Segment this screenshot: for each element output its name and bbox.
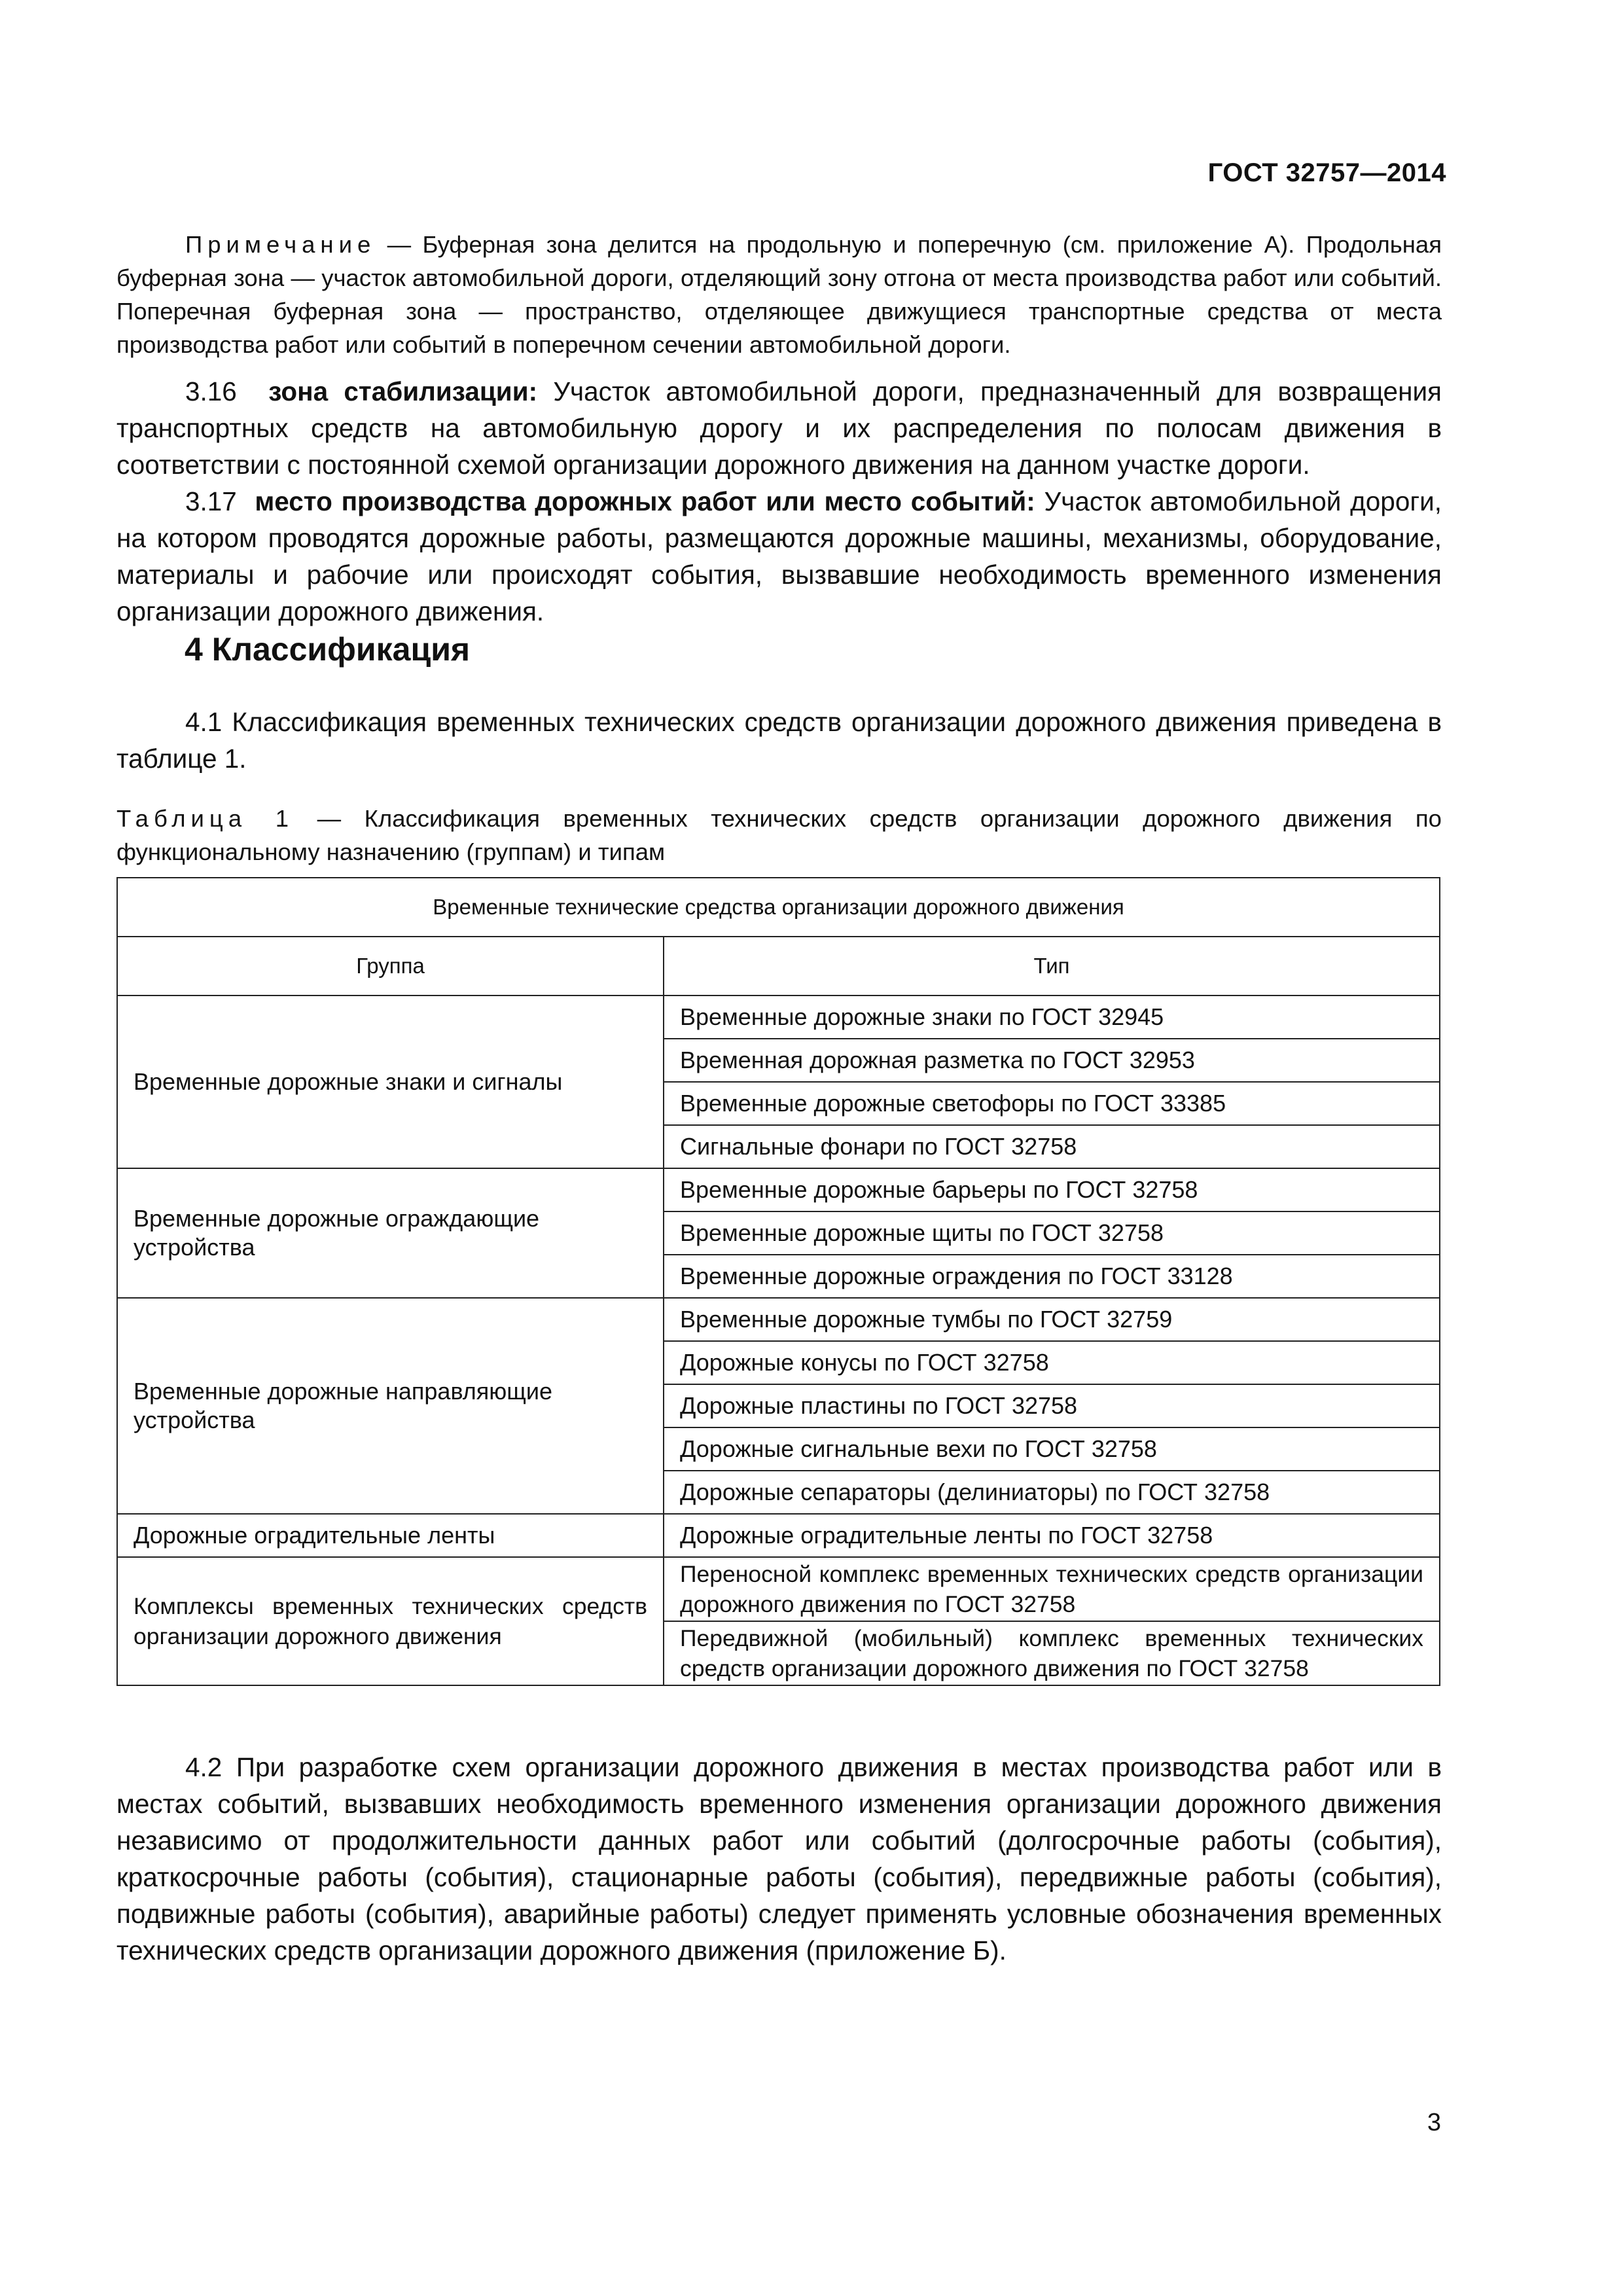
group-cell: Комплексы временных технических средств организации дорожного движения <box>117 1557 664 1685</box>
definition-text: Участок автомобильной дороги, предназначенный для возвращения транспортных средств на автомобильную дорогу и их распределения по полосам движения в соответствии с постоянной схемой организации дорожного движения на данном участке дороги. <box>116 376 1442 480</box>
type-cell: Дорожные сигнальные вехи по ГОСТ 32758 <box>664 1427 1440 1471</box>
type-cell: Передвижной (мобильный) комплекс временных технических средств организации дорожного движения по ГОСТ 32758 <box>664 1621 1440 1685</box>
type-cell: Переносной комплекс временных технических средств организации дорожного движения по ГОСТ 32758 <box>664 1557 1440 1621</box>
table-header-row <box>117 878 1440 937</box>
table-row <box>117 1298 1440 1341</box>
note-block <box>116 228 1442 361</box>
table-caption <box>116 802 1442 869</box>
type-cell: Дорожные сепараторы (делиниаторы) по ГОСТ 32758 <box>664 1471 1440 1514</box>
table-row <box>117 1514 1440 1557</box>
definition-number: 3.16 <box>185 376 237 406</box>
document-header-code: ГОСТ 32757—2014 <box>1207 158 1446 187</box>
type-cell: Дорожные оградительные ленты по ГОСТ 32758 <box>664 1514 1440 1557</box>
table-row <box>117 1557 1440 1621</box>
type-cell: Сигнальные фонари по ГОСТ 32758 <box>664 1125 1440 1168</box>
group-cell: Дорожные оградительные ленты <box>117 1514 664 1557</box>
table-header-row <box>117 937 1440 996</box>
type-cell: Временные дорожные щиты по ГОСТ 32758 <box>664 1211 1440 1255</box>
column-header-group: Группа <box>117 937 664 996</box>
type-cell: Временная дорожная разметка по ГОСТ 32953 <box>664 1039 1440 1082</box>
group-cell: Временные дорожные ограждающие устройства <box>117 1168 664 1298</box>
section-heading: 4 Классификация <box>185 631 471 668</box>
table-header-main: Временные технические средства организации дорожного движения <box>117 878 1440 937</box>
paragraph-4-2-block <box>116 1749 1442 1969</box>
type-cell: Временные дорожные ограждения по ГОСТ 33128 <box>664 1255 1440 1298</box>
table-row <box>117 996 1440 1039</box>
paragraph-4-1: 4.1 Классификация временных технических средств организации дорожного движения приведена в таблице 1. <box>116 707 1442 774</box>
classification-table <box>116 877 1440 1686</box>
note-text: — Буферная зона делится на продольную и поперечную (см. приложение А). Продольная буферная зона — участок автомобильной дороги, отделяющий зону отгона от места производства работ или событий. Поперечная буферная зона — пространство, отделяющее движущиеся транспортные средства от места производства работ или событий в поперечном сечении автомобильной дороги. <box>116 231 1442 358</box>
type-cell: Временные дорожные знаки по ГОСТ 32945 <box>664 996 1440 1039</box>
note-label: Примечание <box>185 231 376 258</box>
note-paragraph <box>116 228 1442 361</box>
definition-number: 3.17 <box>185 486 237 516</box>
group-cell: Временные дорожные направляющие устройства <box>117 1298 664 1514</box>
type-cell: Дорожные пластины по ГОСТ 32758 <box>664 1384 1440 1427</box>
definition-term: место производства дорожных работ или место событий: <box>255 486 1035 516</box>
type-cell: Дорожные конусы по ГОСТ 32758 <box>664 1341 1440 1384</box>
table-caption-paragraph <box>116 802 1442 869</box>
definition-3-16 <box>116 373 1442 483</box>
type-cell: Временные дорожные барьеры по ГОСТ 32758 <box>664 1168 1440 1211</box>
group-cell: Временные дорожные знаки и сигналы <box>117 996 664 1168</box>
table-caption-text: — Классификация временных технических средств организации дорожного движения по функциональному назначению (группам) и типам <box>116 805 1442 865</box>
definition-3-17 <box>116 483 1442 630</box>
page-number: 3 <box>1427 2109 1441 2136</box>
type-cell: Временные дорожные светофоры по ГОСТ 33385 <box>664 1082 1440 1125</box>
column-header-type: Тип <box>664 937 1440 996</box>
definition-text: Участок автомобильной дороги, на котором проводятся дорожные работы, размещаются дорожные машины, механизмы, оборудование, материалы и рабочие или происходят события, вызвавшие необходимость временного изменения организации дорожного движения. <box>116 486 1442 626</box>
table-caption-label: Таблица 1 <box>116 805 294 832</box>
definitions-block <box>116 373 1442 630</box>
type-cell: Временные дорожные тумбы по ГОСТ 32759 <box>664 1298 1440 1341</box>
definition-term: зона стабилизации: <box>268 376 538 406</box>
table-row <box>117 1168 1440 1211</box>
paragraph-4-1-block <box>116 704 1442 777</box>
paragraph-4-2: 4.2 При разработке схем организации дорожного движения в местах производства работ или в местах событий, вызвавших необходимость временного изменения организации дорожного движения независимо от продолжительности данных работ или событий (долгосрочные работы (события), краткосрочные работы (события), стационарные работы (события), передвижные работы (события), подвижные работы (события), аварийные работы) следует применять условные обозначения временных технических средств организации дорожного движения (приложение Б). <box>116 1752 1442 1965</box>
